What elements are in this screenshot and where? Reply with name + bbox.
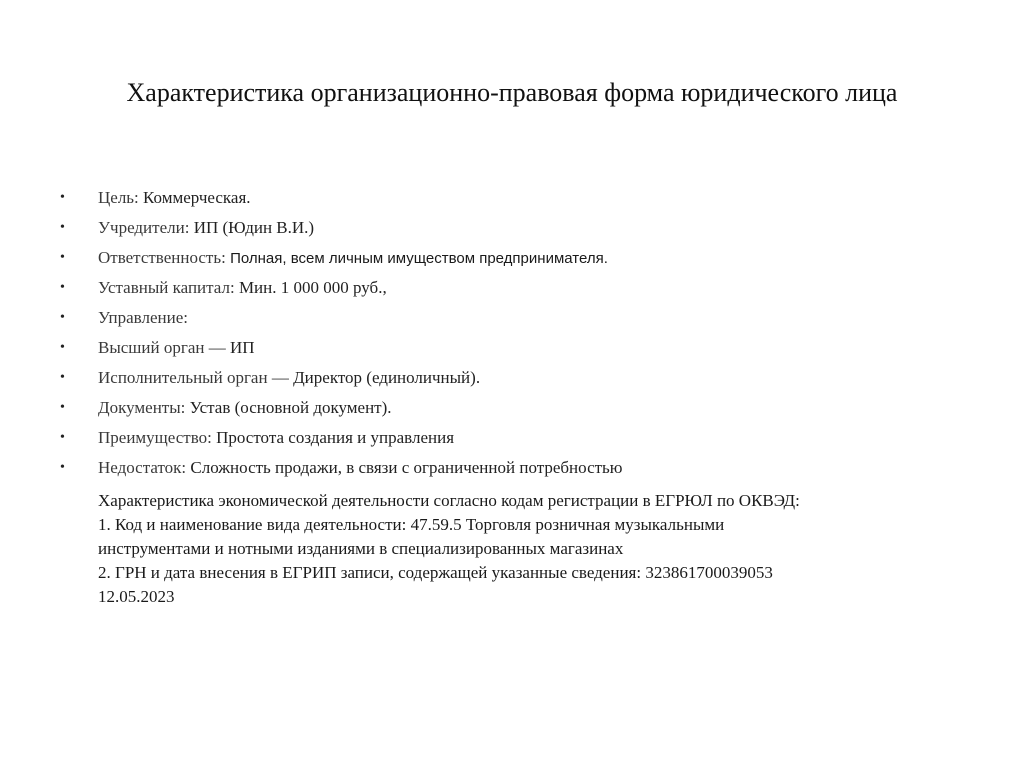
bullet-icon: • (60, 220, 65, 235)
okved-heading: Характеристика экономической деятельности согласно кодам регистрации в ЕГРЮЛ по ОКВЭД: (98, 491, 800, 510)
okved-activity-code-cont: инструментами и нотными изданиями в специализированных магазинах (98, 539, 624, 558)
item-value: Простота создания и управления (216, 428, 455, 447)
list-item-goal (60, 183, 960, 213)
list-item-executive-body (60, 363, 960, 393)
item-value: ИП (Юдин В.И.) (193, 218, 315, 237)
item-label: Исполнительный орган — (98, 368, 294, 387)
list-item-advantage (60, 423, 960, 453)
bullet-list (60, 183, 960, 483)
bullet-icon: • (60, 400, 65, 415)
item-label: Преимущество: (98, 428, 217, 447)
item-label: Ответственность: (98, 248, 231, 267)
okved-registration-number: 2. ГРН и дата внесения в ЕГРИП записи, содержащей указанные сведения: 323861700039053 (98, 563, 773, 582)
okved-registration-date: 12.05.2023 (98, 587, 175, 606)
item-value: Полная, всем личным имуществом предпринимателя. (230, 250, 608, 267)
list-item-documents (60, 393, 960, 423)
bullet-icon: • (60, 190, 65, 205)
list-item-liability (60, 243, 960, 273)
item-label: Управление: (98, 308, 188, 327)
bullet-icon: • (60, 430, 65, 445)
okved-activity-code: 1. Код и наименование вида деятельности: 47.59.5 Торговля розничная музыкальными (98, 515, 725, 534)
list-item-founders (60, 213, 960, 243)
item-label: Высший орган — (98, 338, 230, 357)
bullet-icon: • (60, 250, 65, 265)
item-label: Уставный капитал: (98, 278, 239, 297)
okved-section (98, 489, 938, 609)
item-label: Учредители: (98, 218, 194, 237)
item-label: Цель: (98, 188, 144, 207)
bullet-icon: • (60, 340, 65, 355)
slide-title: Характеристика организационно-правовая форма юридического лица (126, 78, 898, 107)
item-value: Мин. 1 000 000 руб., (238, 278, 387, 297)
list-item-capital (60, 273, 960, 303)
item-label: Недостаток: (98, 458, 191, 477)
item-value: Устав (основной документ). (189, 398, 392, 417)
item-value: Сложность продажи, в связи с ограниченной потребностью (190, 458, 623, 477)
item-value: ИП (229, 338, 255, 357)
list-item-management (60, 303, 960, 333)
item-value: Директор (единоличный). (293, 368, 481, 387)
item-value: Коммерческая. (143, 188, 251, 207)
item-label: Документы: (98, 398, 190, 417)
list-item-disadvantage (60, 453, 960, 483)
bullet-icon: • (60, 460, 65, 475)
bullet-icon: • (60, 310, 65, 325)
bullet-icon: • (60, 280, 65, 295)
bullet-icon: • (60, 370, 65, 385)
list-item-supreme-body (60, 333, 960, 363)
